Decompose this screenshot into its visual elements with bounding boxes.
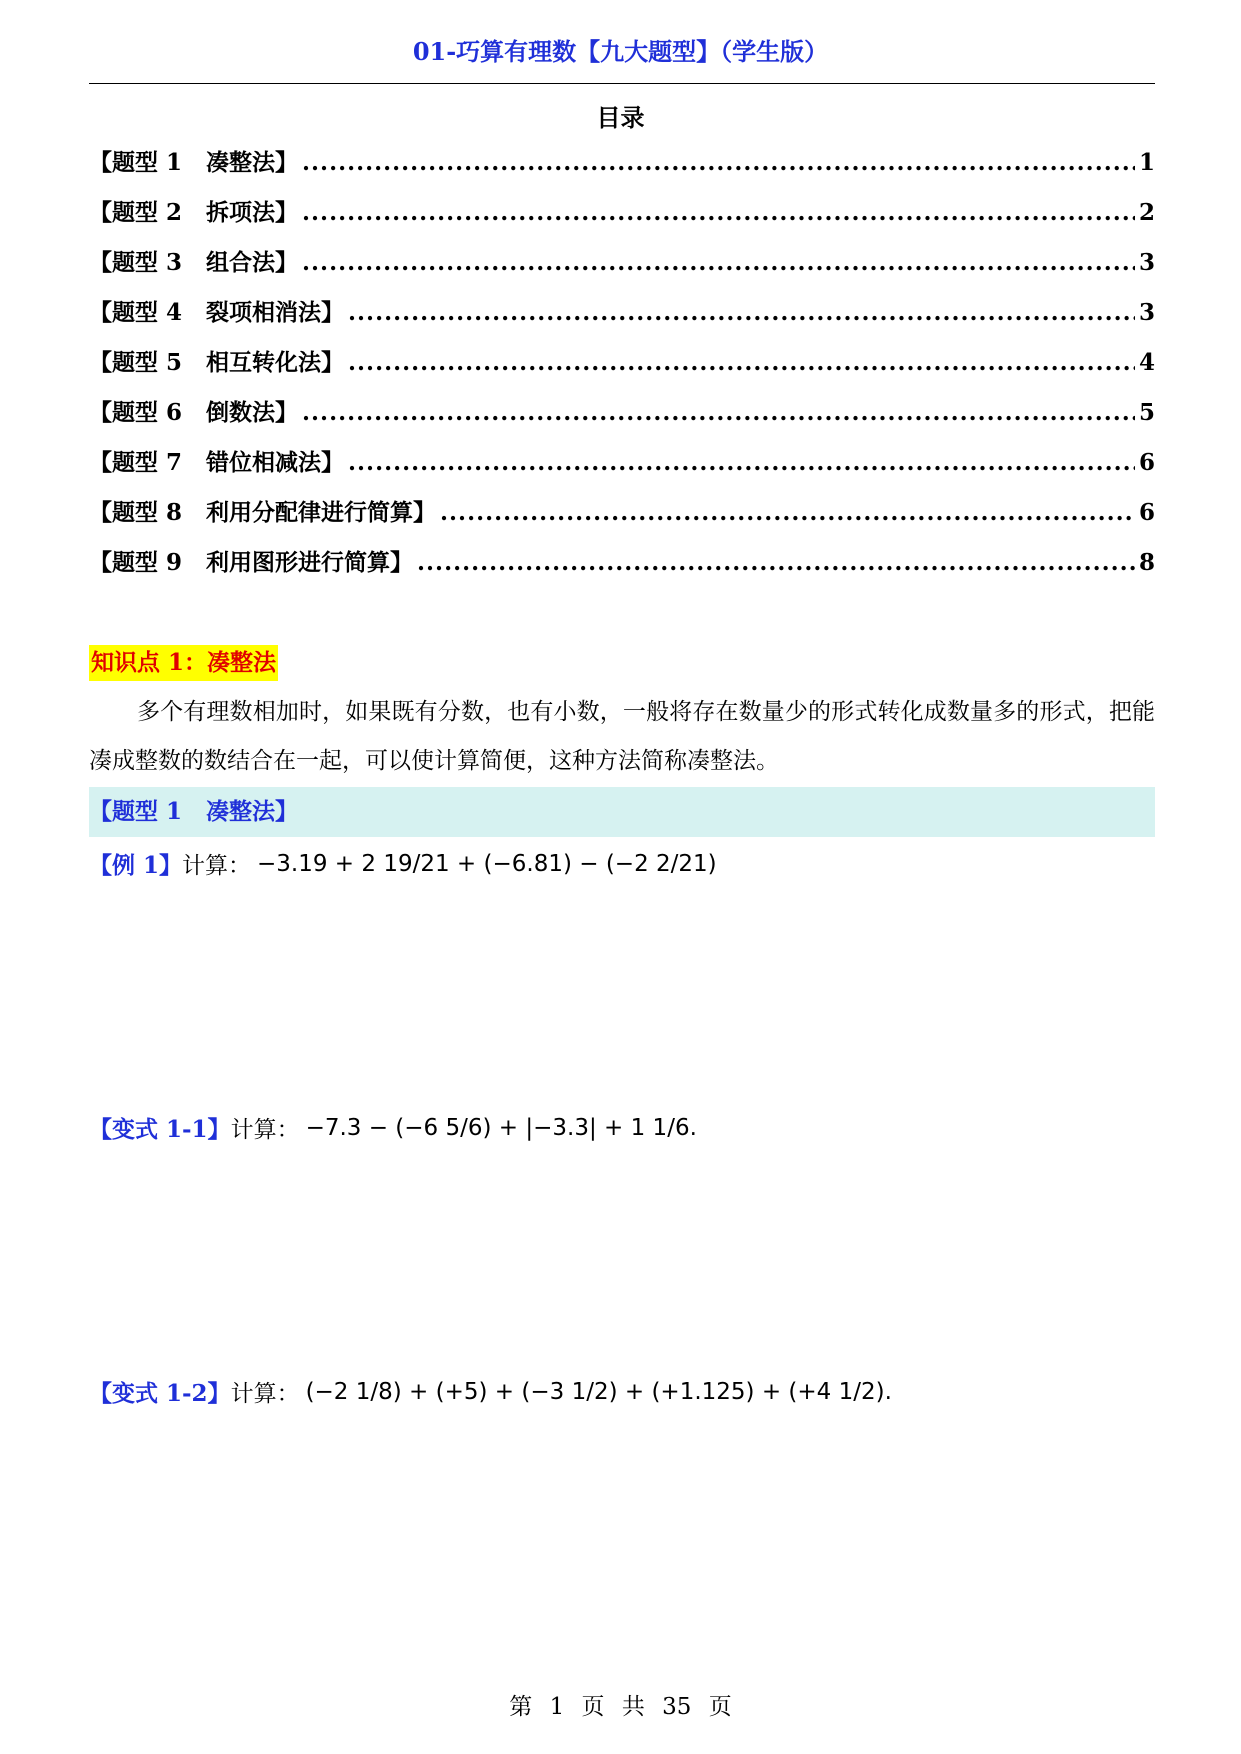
problem-lead: 计算：: [182, 853, 252, 879]
toc-item[interactable]: [89, 444, 1155, 494]
toc-item-label: 【题型 2 拆项法】: [89, 199, 299, 226]
toc-item-page: 5: [1138, 399, 1155, 426]
toc-item-label: 【题型 8 利用分配律进行简算】: [89, 499, 437, 526]
toc-item-label: 【题型 1 凑整法】: [89, 149, 299, 176]
toc-item[interactable]: [89, 144, 1155, 194]
toc-item-page: 4: [1138, 349, 1155, 376]
variant-problem: [89, 1375, 892, 1408]
toc-item-label: 【题型 9 利用图形进行简算】: [89, 549, 414, 576]
toc-leader-dots: [302, 249, 1135, 276]
toc-leader-dots: [440, 499, 1135, 526]
toc-item-label: 【题型 6 倒数法】: [89, 399, 299, 426]
toc-item-label: 【题型 4 裂项相消法】: [89, 299, 345, 326]
example-problem: [89, 847, 717, 880]
variant-problem: [89, 1111, 697, 1144]
knowledge-point-text: 多个有理数相加时，如果既有分数，也有小数，一般将存在数量少的形式转化成数量多的形式，把能凑成整数的数结合在一起，可以使计算简便，这种方法简称凑整法。: [89, 699, 1155, 774]
math-expression: −7.3 − (−6 5/6) + |−3.3| + 1 1/6.: [305, 1114, 697, 1141]
toc-item-page: 8: [1138, 549, 1155, 576]
toc-item-label: 【题型 3 组合法】: [89, 249, 299, 276]
page-footer: 第 1 页 共 35 页: [509, 1694, 732, 1720]
toc-item[interactable]: [89, 544, 1155, 594]
toc-item-page: 3: [1138, 249, 1155, 276]
toc-item[interactable]: [89, 244, 1155, 294]
toc-leader-dots: [348, 449, 1135, 476]
toc-item-page: 6: [1138, 449, 1155, 476]
header-divider: [89, 83, 1155, 84]
toc-item-page: 6: [1138, 499, 1155, 526]
toc-item[interactable]: [89, 344, 1155, 394]
knowledge-point-title: 知识点 1：凑整法: [89, 645, 278, 681]
toc-leader-dots: [302, 199, 1135, 226]
math-expression: −3.19 + 2 19/21 + (−6.81) − (−2 2/21): [257, 850, 717, 877]
problem-tag: 【变式 1-1】: [89, 1116, 231, 1143]
problem-tag: 【变式 1-2】: [89, 1380, 231, 1407]
toc-leader-dots: [302, 149, 1135, 176]
toc-leader-dots: [348, 349, 1135, 376]
toc-item[interactable]: [89, 194, 1155, 244]
toc-item[interactable]: [89, 394, 1155, 444]
toc-item[interactable]: [89, 294, 1155, 344]
problem-lead: 计算：: [230, 1381, 300, 1407]
toc-item-page: 1: [1138, 149, 1155, 176]
toc-heading: 目录: [596, 103, 645, 132]
document-title: 01-巧算有理数【九大题型】（学生版）: [412, 37, 829, 66]
toc-item-label: 【题型 7 错位相减法】: [89, 449, 345, 476]
problem-tag: 【例 1】: [89, 852, 183, 879]
toc-leader-dots: [302, 399, 1135, 426]
toc-item-page: 2: [1138, 199, 1155, 226]
problem-lead: 计算：: [230, 1117, 300, 1143]
toc-item[interactable]: [89, 494, 1155, 544]
toc-item-page: 3: [1138, 299, 1155, 326]
question-type-banner: 【题型 1 凑整法】: [89, 787, 1155, 837]
table-of-contents: [89, 144, 1155, 594]
toc-leader-dots: [348, 299, 1135, 326]
toc-leader-dots: [417, 549, 1135, 576]
math-expression: (−2 1/8) + (+5) + (−3 1/2) + (+1.125) + (+4 1/2).: [305, 1378, 892, 1405]
toc-item-label: 【题型 5 相互转化法】: [89, 349, 345, 376]
